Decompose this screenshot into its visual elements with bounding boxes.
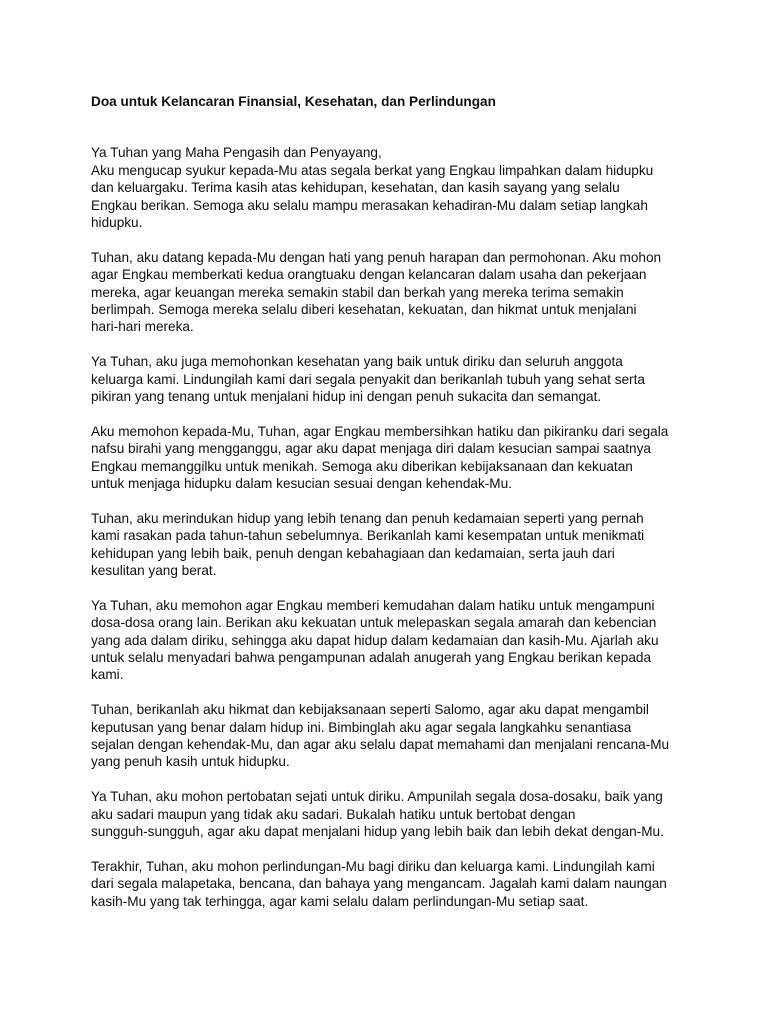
paragraph-line: kehidupan yang lebih baik, penuh dengan kebahagiaan dan kedamaian, serta jauh dari — [91, 545, 615, 561]
paragraph-line: Tuhan, aku datang kepada-Mu dengan hati yang penuh harapan dan permohonan. Aku mohon — [91, 249, 662, 265]
paragraph-line: agar Engkau memberkati kedua orangtuaku dengan kelancaran dalam usaha dan pekerjaan — [91, 267, 647, 283]
paragraph-line: keputusan yang benar dalam hidup ini. Bimbinglah aku agar segala langkahku senantiasa — [91, 719, 632, 735]
paragraph-line: Aku mengucap syukur kepada-Mu atas segala berkat yang Engkau limpahkan dalam hidupku — [91, 162, 654, 178]
paragraph — [91, 510, 691, 580]
paragraph — [91, 858, 691, 910]
paragraph-line: dari segala malapetaka, bencana, dan bahaya yang mengancam. Jagalah kami dalam naungan — [91, 876, 667, 892]
paragraph-line: keluarga kami. Lindungilah kami dari segala penyakit dan berikanlah tubuh yang sehat serta — [91, 371, 645, 387]
paragraph-line: kesulitan yang berat. — [91, 563, 217, 579]
paragraph-line: dosa-dosa orang lain. Berikan aku kekuatan untuk melepaskan segala amarah dan kebencian — [91, 615, 657, 631]
paragraph-line: pikiran yang tenang untuk menjalani hidup ini dengan penuh sukacita dan semangat. — [91, 388, 602, 404]
paragraph-line: dan keluargaku. Terima kasih atas kehidupan, kesehatan, dan kasih sayang yang selalu — [91, 180, 620, 196]
document-title: Doa untuk Kelancaran Finansial, Kesehatan, dan Perlindungan — [91, 94, 496, 109]
document-content — [91, 93, 691, 910]
paragraph-line: aku sadari maupun yang tidak aku sadari. Bukalah hatiku untuk bertobat dengan — [91, 806, 576, 822]
paragraph-line: Aku memohon kepada-Mu, Tuhan, agar Engkau membersihkan hatiku dan pikiranku dari segala — [91, 423, 669, 439]
paragraph — [91, 597, 691, 684]
paragraph-line: hari-hari mereka. — [91, 319, 194, 335]
paragraph-line: Tuhan, berikanlah aku hikmat dan kebijaksanaan seperti Salomo, agar aku dapat mengambil — [91, 702, 649, 718]
paragraph-line: untuk selalu menyadari bahwa pengampunan adalah anugerah yang Engkau berikan kepada — [91, 650, 652, 666]
paragraph-line: Ya Tuhan, aku mohon pertobatan sejati untuk diriku. Ampunilah segala dosa-dosaku, baik yang — [91, 789, 663, 805]
paragraph-line: kami rasakan pada tahun-tahun sebelumnya. Berikanlah kami kesempatan untuk menikmati — [91, 528, 645, 544]
paragraph-line: Ya Tuhan, aku memohon agar Engkau memberi kemudahan dalam hatiku untuk mengampuni — [91, 597, 655, 613]
paragraph-line: untuk menjaga hidupku dalam kesucian sesuai dengan kehendak-Mu. — [91, 476, 512, 491]
paragraph-line: nafsu birahi yang mengganggu, agar aku dapat menjaga diri dalam kesucian sampai saatnya — [91, 441, 651, 457]
paragraph-line: Ya Tuhan yang Maha Pengasih dan Penyayang, — [91, 145, 382, 161]
paragraph-line: yang penuh kasih untuk hidupku. — [91, 754, 290, 770]
paragraph-line: Terakhir, Tuhan, aku mohon perlindungan-Mu bagi diriku dan keluarga kami. Lindungilah kami — [91, 858, 655, 874]
document-body — [91, 144, 691, 910]
paragraph-line: sungguh-sungguh, agar aku dapat menjalani hidup yang lebih baik dan lebih dekat dengan-Mu. — [91, 824, 664, 840]
paragraph — [91, 701, 691, 771]
paragraph-line: Tuhan, aku merindukan hidup yang lebih tenang dan penuh kedamaian seperti yang pernah — [91, 510, 644, 526]
paragraph-line: hidupku. — [91, 214, 143, 230]
paragraph-line: sejalan dengan kehendak-Mu, dan agar aku selalu dapat memahami dan menjalani rencana-Mu — [91, 737, 670, 753]
paragraph — [91, 353, 691, 405]
paragraph — [91, 144, 691, 231]
paragraph — [91, 788, 691, 840]
paragraph — [91, 423, 691, 493]
paragraph-line: kami. — [91, 667, 124, 683]
paragraph-line: berlimpah. Semoga mereka selalu diberi kesehatan, kekuatan, dan hikmat untuk menjalani — [91, 301, 637, 317]
paragraph-line: Engkau berikan. Semoga aku selalu mampu merasakan kehadiran-Mu dalam setiap langkah — [91, 197, 648, 213]
paragraph-line: Ya Tuhan, aku juga memohonkan kesehatan yang baik untuk diriku dan seluruh anggota — [91, 354, 623, 370]
paragraph-line: Engkau memanggilku untuk menikah. Semoga aku diberikan kebijaksanaan dan kekuatan — [91, 458, 633, 474]
paragraph-line: yang ada dalam diriku, sehingga aku dapat hidup dalam kedamaian dan kasih-Mu. Ajarlah aku — [91, 632, 659, 648]
paragraph — [91, 249, 691, 336]
paragraph-line: kasih-Mu yang tak terhingga, agar kami selalu dalam perlindungan-Mu setiap saat. — [91, 893, 589, 909]
paragraph-line: mereka, agar keuangan mereka semakin stabil dan berkah yang mereka terima semakin — [91, 284, 624, 300]
